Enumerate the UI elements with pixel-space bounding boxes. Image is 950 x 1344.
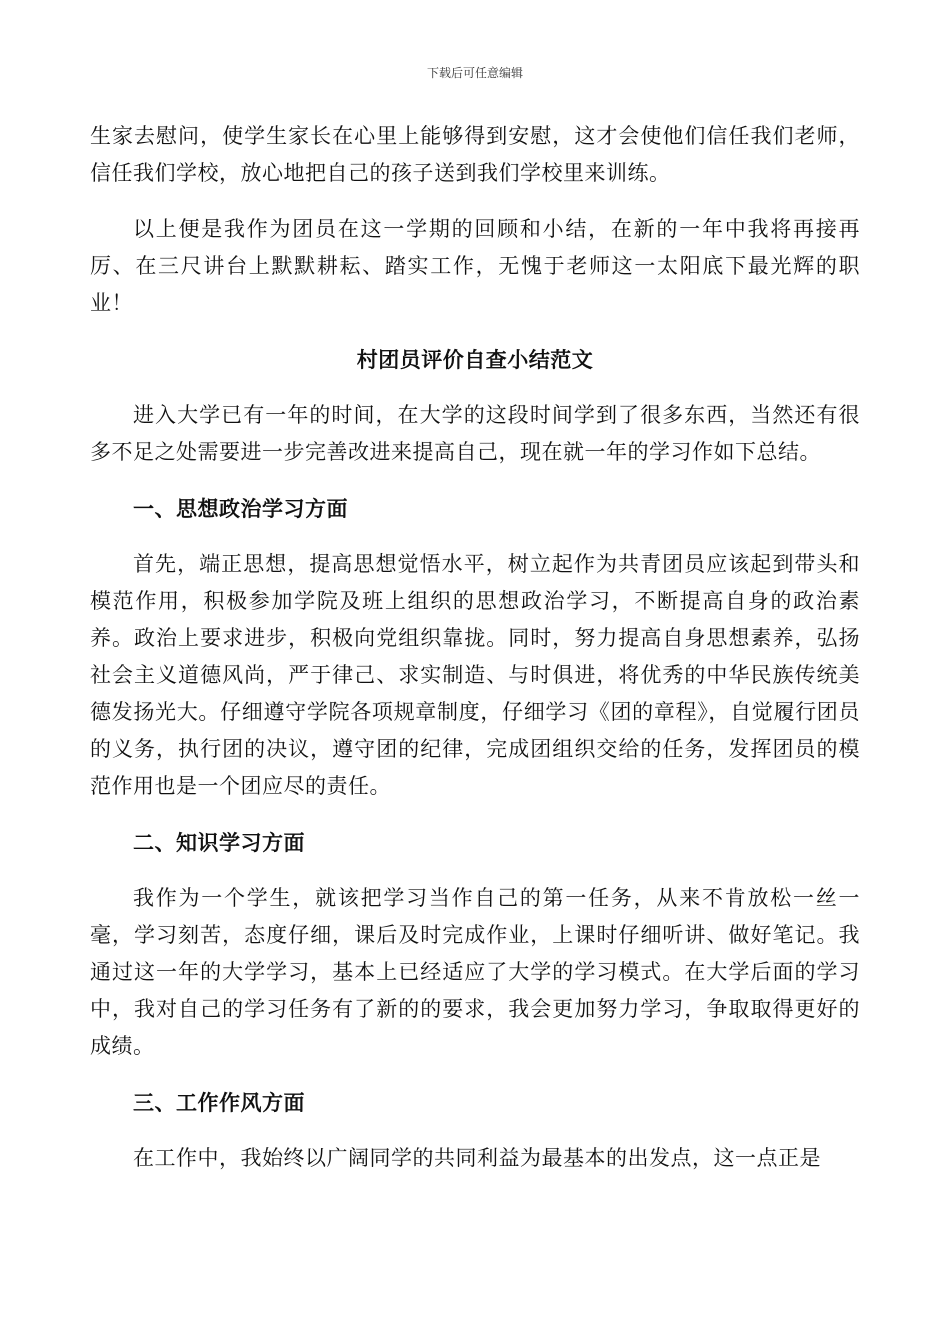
paragraph-conclusion: 以上便是我作为团员在这一学期的回顾和小结，在新的一年中我将再接再厉、在三尺讲台上默默耕耘、踏实工作，无愧于老师这一太阳底下最光辉的职业！ [90, 217, 860, 315]
section-heading-knowledge: 二、知识学习方面 [133, 830, 305, 855]
paragraph-politics: 首先，端正思想，提高思想觉悟水平，树立起作为共青团员应该起到带头和模范作用，积极参加学院及班上组织的思想政治学习，不断提高自身的政治素养。政治上要求进步，积极向党组织靠拢。同时，努力提高自身思想素养，弘扬社会主义道德风尚，严于律己、求实制造、与时俱进，将优秀的中华民族传统美德发扬光大。仔细遵守学院各项规章制度，仔细学习《团的章程》，自觉履行团员的义务，执行团的决议，遵守团的纪律，完成团组织交给的任务，发挥团员的模范作用也是一个团应尽的责任。 [90, 552, 860, 798]
document-title: 村团员评价自查小结范文 [356, 347, 594, 372]
page-header: 下载后可任意编辑 [426, 66, 523, 80]
paragraph-knowledge: 我作为一个学生，就该把学习当作自己的第一任务，从来不肯放松一丝一毫，学习刻苦，态度仔细，课后及时完成作业，上课时仔细听讲、做好笔记。我通过这一年的大学学习，基本上已经适应了大学的学习模式。在大学后面的学习中，我对自己的学习任务有了新的的要求，我会更加努力学习，争取取得更好的成绩。 [90, 886, 860, 1058]
paragraph-continuation: 生家去慰问，使学生家长在心里上能够得到安慰，这才会使他们信任我们老师，信任我们学校，放心地把自己的孩子送到我们学校里来训练。 [90, 124, 860, 185]
paragraph-work-style: 在工作中，我始终以广阔同学的共同利益为最基本的出发点，这一点正是 [133, 1146, 821, 1170]
document-body [90, 118, 860, 1177]
paragraph-intro: 进入大学已有一年的时间，在大学的这段时间学到了很多东西，当然还有很多不足之处需要进一步完善改进来提高自己，现在就一年的学习作如下总结。 [90, 403, 860, 464]
section-heading-politics: 一、思想政治学习方面 [133, 496, 348, 521]
section-heading-work-style: 三、工作作风方面 [133, 1090, 305, 1115]
